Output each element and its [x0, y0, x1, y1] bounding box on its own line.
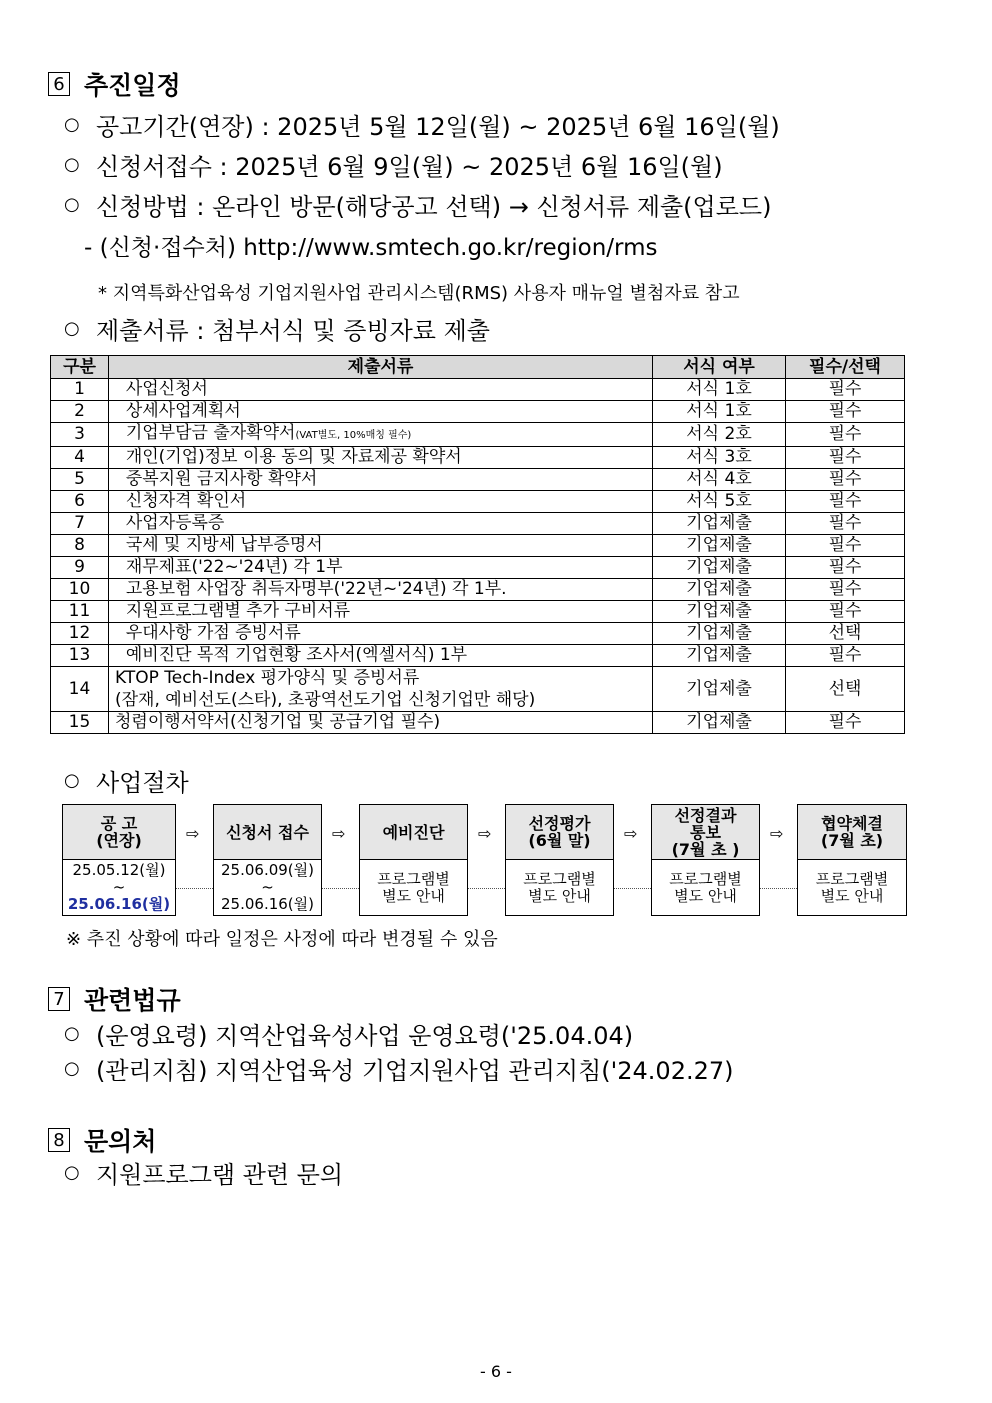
procedure-heading-text: 사업절차: [96, 769, 189, 797]
cell-document-note: (VAT별도, 10%매칭 필수): [295, 430, 412, 441]
cell-no: 10: [51, 579, 109, 601]
bullet-icon: ○: [64, 1023, 80, 1044]
cell-form: 기업제출: [653, 601, 786, 623]
manual-note: * 지역특화산업육성 기업지원사업 관리시스템(RMS) 사용자 매뉴얼 별첨자료 참고: [98, 283, 740, 304]
bullet-icon: ○: [64, 1162, 80, 1183]
table-row: [51, 535, 905, 557]
cell-no: 14: [51, 667, 109, 712]
schedule-item: [64, 147, 723, 182]
bullet-icon: ○: [64, 318, 80, 339]
cell-form: 기업제출: [653, 513, 786, 535]
step-agreement: [797, 804, 907, 916]
step-body: 25.05.12(월) ~ 25.06.16(월): [67, 861, 171, 913]
arrow-right-icon: ⇨: [332, 824, 346, 843]
contact-item: [64, 1155, 343, 1190]
step-body: 프로그램별 별도 안내: [377, 869, 450, 905]
cell-no: 5: [51, 469, 109, 491]
cell-required: 필수: [786, 712, 905, 734]
cell-no: 3: [51, 423, 109, 447]
table-row: [51, 623, 905, 645]
cell-no: 11: [51, 601, 109, 623]
cell-required: 선택: [786, 667, 905, 712]
bullet-icon: ○: [64, 770, 80, 791]
cell-required: 필수: [786, 557, 905, 579]
step-head: 선정결과 통보 (7월 초 ): [652, 805, 759, 860]
table-row: [51, 557, 905, 579]
cell-form: 서식 3호: [653, 447, 786, 469]
table-row: [51, 645, 905, 667]
contact-item-text: 지원프로그램 관련 문의: [96, 1161, 344, 1189]
cell-required: 필수: [786, 513, 905, 535]
table-row: [51, 401, 905, 423]
cell-no: 13: [51, 645, 109, 667]
cell-form: 기업제출: [653, 667, 786, 712]
table-row: [51, 667, 905, 712]
table-row: [51, 491, 905, 513]
table-row: [51, 712, 905, 734]
step-announcement: [62, 804, 176, 916]
cell-document: 사업자등록증: [109, 513, 653, 535]
cell-document: 상세사업계획서: [109, 401, 653, 423]
cell-document: KTOP Tech-Index 평가양식 및 증빙서류 (잠재, 예비선도(스타), 초광역선도기업 신청기업만 해당): [109, 667, 653, 712]
table-row: [51, 379, 905, 401]
step-head: 선정평가 (6월 말): [506, 805, 613, 860]
regulation-item: [64, 1016, 633, 1051]
cell-required: 필수: [786, 491, 905, 513]
bullet-icon: ○: [64, 194, 80, 215]
schedule-item-text: 공고기간(연장) : 2025년 5월 12일(월) ~ 2025년 6월 16일(월): [96, 113, 780, 141]
step-body: 프로그램별 별도 안내: [669, 869, 742, 905]
cell-document: 예비진단 목적 기업현황 조사서(엑셀서식) 1부: [109, 645, 653, 667]
section-title-text: 추진일정: [84, 71, 181, 100]
step-body: 프로그램별 별도 안내: [523, 869, 596, 905]
cell-document: 사업신청서: [109, 379, 653, 401]
cell-required: 필수: [786, 423, 905, 447]
step-body: 25.06.09(월) ~ 25.06.16(월): [221, 861, 314, 913]
cell-required: 필수: [786, 379, 905, 401]
cell-required: 필수: [786, 469, 905, 491]
procedure-heading: [64, 763, 189, 798]
cell-document: 국세 및 지방세 납부증명서: [109, 535, 653, 557]
step-body: 프로그램별 별도 안내: [815, 869, 889, 905]
header-required: 필수/선택: [786, 356, 905, 379]
schedule-item: [64, 187, 771, 222]
cell-no: 7: [51, 513, 109, 535]
documents-heading: [64, 311, 490, 346]
step-head: 공 고 (연장): [63, 805, 175, 860]
step-evaluation: [505, 804, 614, 916]
section-8-title: [48, 1122, 156, 1158]
table-row: [51, 513, 905, 535]
cell-form: 기업제출: [653, 535, 786, 557]
cell-form: 서식 4호: [653, 469, 786, 491]
cell-form: 서식 1호: [653, 401, 786, 423]
cell-form: 서식 1호: [653, 379, 786, 401]
cell-document: 지원프로그램별 추가 구비서류: [109, 601, 653, 623]
cell-document: 신청자격 확인서: [109, 491, 653, 513]
cell-no: 4: [51, 447, 109, 469]
table-row: [51, 579, 905, 601]
section-title-text: 관련법규: [84, 986, 181, 1015]
bullet-icon: ○: [64, 114, 80, 135]
cell-form: 서식 2호: [653, 423, 786, 447]
section-6-title: [48, 66, 181, 102]
cell-no: 1: [51, 379, 109, 401]
cell-form: 기업제출: [653, 579, 786, 601]
documents-table: [50, 355, 905, 734]
cell-required: 필수: [786, 579, 905, 601]
arrow-right-icon: ⇨: [770, 824, 784, 843]
table-header-row: [51, 356, 905, 379]
step-diagnosis: [359, 804, 468, 916]
arrow-right-icon: ⇨: [624, 824, 638, 843]
table-row: [51, 469, 905, 491]
schedule-item: [64, 107, 780, 142]
cell-required: 필수: [786, 401, 905, 423]
bullet-icon: ○: [64, 154, 80, 175]
header-no: 구분: [51, 356, 109, 379]
arrow-right-icon: ⇨: [186, 824, 200, 843]
cell-required: 필수: [786, 645, 905, 667]
step-head: 예비진단: [360, 805, 467, 860]
cell-required: 필수: [786, 601, 905, 623]
step-application: [213, 804, 322, 916]
cell-form: 기업제출: [653, 645, 786, 667]
cell-form: 기업제출: [653, 623, 786, 645]
cell-form: 서식 5호: [653, 491, 786, 513]
cell-no: 8: [51, 535, 109, 557]
regulation-item: [64, 1051, 734, 1086]
section-number-box: 8: [48, 1128, 70, 1152]
section-number-box: 6: [48, 72, 70, 96]
arrow-right-icon: ⇨: [478, 824, 492, 843]
cell-required: 필수: [786, 535, 905, 557]
cell-document: 재무제표('22~'24년) 각 1부: [109, 557, 653, 579]
table-row: [51, 601, 905, 623]
cell-no: 2: [51, 401, 109, 423]
cell-document: 개인(기업)정보 이용 동의 및 자료제공 확약서: [109, 447, 653, 469]
schedule-change-note: ※ 추진 상황에 따라 일정은 사정에 따라 변경될 수 있음: [66, 929, 498, 950]
section-title-text: 문의처: [84, 1127, 157, 1156]
cell-required: 선택: [786, 623, 905, 645]
cell-document: 청렴이행서약서(신청기업 및 공급기업 필수): [109, 712, 653, 734]
schedule-item-text: 신청방법 : 온라인 방문(해당공고 선택) → 신청서류 제출(업로드): [96, 193, 772, 221]
connector-line: [176, 888, 213, 889]
regulation-item-text: (관리지침) 지역산업육성 기업지원사업 관리지침('24.02.27): [96, 1057, 734, 1085]
table-row: [51, 447, 905, 469]
cell-document: 우대사항 가점 증빙서류: [109, 623, 653, 645]
table-row: [51, 423, 905, 447]
section-7-title: [48, 981, 181, 1017]
connector-line: [468, 888, 505, 889]
page-number: - 6 -: [480, 1362, 512, 1381]
cell-document: 기업부담금 출자확약서(VAT별도, 10%매칭 필수): [109, 423, 653, 447]
cell-no: 6: [51, 491, 109, 513]
schedule-item-text: 신청서접수 : 2025년 6월 9일(월) ~ 2025년 6월 16일(월): [96, 153, 723, 181]
header-form: 서식 여부: [653, 356, 786, 379]
section-number-box: 7: [48, 987, 70, 1011]
connector-line: [322, 888, 359, 889]
header-document: 제출서류: [109, 356, 653, 379]
regulation-item-text: (운영요령) 지역산업육성사업 운영요령('25.04.04): [96, 1022, 634, 1050]
cell-form: 기업제출: [653, 557, 786, 579]
cell-no: 12: [51, 623, 109, 645]
documents-heading-text: 제출서류 : 첨부서식 및 증빙자료 제출: [96, 317, 490, 345]
connector-line: [760, 888, 797, 889]
cell-no: 9: [51, 557, 109, 579]
bullet-icon: ○: [64, 1058, 80, 1079]
cell-form: 기업제출: [653, 712, 786, 734]
step-result-notice: [651, 804, 760, 916]
step-head: 협약체결 (7월 초): [798, 805, 906, 860]
cell-no: 15: [51, 712, 109, 734]
cell-document: 중복지원 금지사항 확약서: [109, 469, 653, 491]
step-head: 신청서 접수: [214, 805, 321, 860]
cell-document: 고용보험 사업장 취득자명부('22년~'24년) 각 1부.: [109, 579, 653, 601]
connector-line: [614, 888, 651, 889]
application-url[interactable]: - (신청·접수처) http://www.smtech.go.kr/region/rms: [84, 235, 658, 261]
cell-required: 필수: [786, 447, 905, 469]
